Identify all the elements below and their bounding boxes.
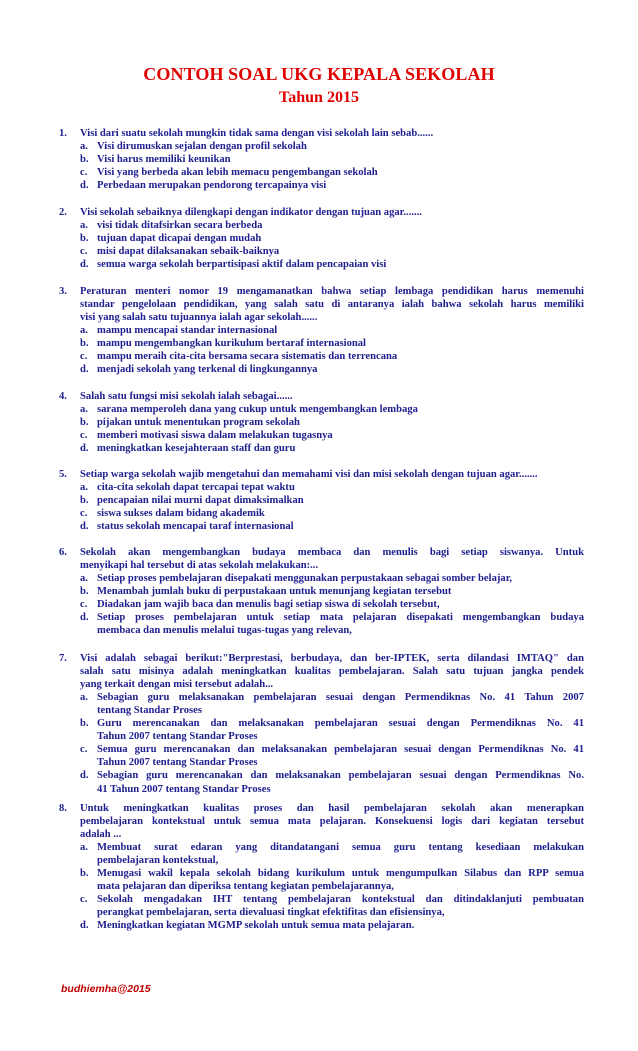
option-letter: b.	[80, 417, 89, 429]
option-text: pembelajaran kontekstual,	[97, 855, 219, 867]
question-stem-line: adalah ...	[80, 829, 122, 841]
option-letter: b.	[80, 233, 89, 245]
answer-option	[80, 756, 584, 770]
option-letter: d.	[80, 920, 89, 932]
document-title: CONTOH SOAL UKG KEPALA SEKOLAH	[143, 64, 495, 84]
question-number: 3.	[59, 286, 67, 297]
option-letter: a.	[80, 692, 88, 704]
option-letter: b.	[80, 718, 89, 730]
option-letter: d.	[80, 180, 89, 192]
option-text: Sebagian guru merencanakan dan melaksanakan pembelajaran sesuai dengan Permendiknas No.	[97, 770, 584, 782]
option-letter: b.	[80, 868, 89, 880]
answer-option	[80, 442, 584, 456]
answer-option	[80, 919, 584, 933]
option-letter: d.	[80, 612, 89, 624]
option-letter: d.	[80, 364, 89, 376]
question-stem-line: menyikapi hal tersebut di atas sekolah melakukan:...	[80, 560, 319, 572]
option-text: Visi yang berbeda akan lebih memacu pengembangan sekolah	[97, 167, 378, 179]
answer-option	[80, 867, 584, 881]
question-stem-line: Sekolah akan mengembangkan budaya membaca dan menulis bagi setiap siswanya. Untuk	[80, 547, 584, 558]
answer-option	[80, 140, 584, 154]
question-number: 7.	[59, 653, 67, 664]
question-stem-line: salah satu misinya adalah meningkatkan kualitas pembelajaran. Salah satu tujuan jangka pendek	[80, 666, 584, 678]
question-number: 2.	[59, 207, 67, 218]
option-letter: b.	[80, 338, 89, 350]
option-letter: a.	[80, 842, 88, 854]
answer-option	[80, 585, 584, 599]
answer-option	[80, 520, 584, 534]
option-letter: a.	[80, 482, 88, 494]
option-letter: c.	[80, 351, 88, 363]
option-letter: d.	[80, 521, 89, 533]
question-number: 6.	[59, 547, 67, 558]
option-letter: a.	[80, 404, 88, 416]
question-number: 1.	[59, 128, 67, 139]
option-letter: a.	[80, 220, 88, 232]
answer-option	[80, 906, 584, 920]
option-letter: b.	[80, 495, 89, 507]
option-letter: c.	[80, 167, 88, 179]
answer-option	[80, 783, 584, 797]
answer-option	[80, 598, 584, 612]
option-text: Diadakan jam wajib baca dan menulis bagi setiap siswa di sekolah tersebut,	[97, 599, 440, 611]
answer-option	[80, 481, 584, 495]
option-text: mampu meraih cita-cita bersama secara sistematis dan terrencana	[97, 351, 398, 363]
question-stem-line: yang terkait dengan misi tersebut adalah...	[80, 679, 274, 691]
option-letter: c.	[80, 246, 88, 258]
question-number: 5.	[59, 469, 67, 480]
option-letter: b.	[80, 154, 89, 166]
option-text: mata pelajaran dan diperiksa tentang kegiatan pembelajarannya,	[97, 881, 394, 893]
answer-option	[80, 350, 584, 364]
question-stem-line: Setiap warga sekolah wajib mengetahui dan memahami visi dan misi sekolah dengan tujuan agar.......	[80, 469, 538, 480]
answer-option	[80, 219, 584, 233]
option-text: pencapaian nilai murni dapat dimaksimalkan	[97, 495, 304, 507]
answer-option	[80, 153, 584, 167]
option-text: Sekolah mengadakan IHT tentang pembelajaran kontekstual dan ditindaklanjuti pembuatan	[97, 894, 584, 906]
option-text: pijakan untuk menentukan program sekolah	[97, 417, 300, 429]
answer-option	[80, 494, 584, 508]
question-stem-line: pembelajaran kontekstual untuk semua mata pelajaran. Konsekuensi logis dari kegiatan tersebut	[80, 816, 584, 828]
option-text: menjadi sekolah yang terkenal di lingkungannya	[97, 364, 318, 376]
option-text: tentang Standar Proses	[97, 705, 202, 717]
question-stem-line: Peraturan menteri nomor 19 mengamanatkan bahwa setiap lembaga pendidikan harus memenuhi	[80, 286, 584, 297]
answer-option	[80, 572, 584, 586]
option-text: Perbedaan merupakan pendorong tercapainya visi	[97, 180, 327, 192]
option-text: Visi harus memiliki keunikan	[97, 154, 231, 166]
question-stem-line: visi yang salah satu tujuannya ialah agar sekolah......	[80, 312, 318, 324]
option-text: Guru merencanakan dan melaksanakan pembelajaran sesuai dengan Permendiknas No. 41	[97, 718, 584, 730]
option-text: meningkatkan kesejahteraan staff dan guru	[97, 443, 296, 455]
option-text: Sebagian guru melaksanakan pembelajaran sesuai dengan Permendiknas No. 41 Tahun 2007	[97, 692, 584, 704]
answer-option	[80, 179, 584, 193]
answer-option	[80, 403, 584, 417]
option-letter: a.	[80, 141, 88, 153]
answer-option	[80, 363, 584, 377]
option-text: Setiap proses pembelajaran untuk setiap mata pelajaran disepakati mengembangkan budaya	[97, 612, 584, 624]
option-text: tujuan dapat dicapai dengan mudah	[97, 233, 262, 245]
option-text: misi dapat dilaksanakan sebaik-baiknya	[97, 246, 280, 258]
option-text: mampu mencapai standar internasional	[97, 325, 278, 337]
answer-option	[80, 854, 584, 868]
option-letter: a.	[80, 573, 88, 585]
question-stem-line: standar pengelolaan pendidikan, yang salah satu di antaranya ialah bahwa sekolah harus memiliki	[80, 299, 584, 311]
option-text: visi tidak ditafsirkan secara berbeda	[97, 220, 263, 232]
option-letter: c.	[80, 508, 88, 520]
option-letter: d.	[80, 259, 89, 271]
answer-option	[80, 611, 584, 625]
footer-author: budhiemha@2015	[61, 983, 151, 995]
option-letter: c.	[80, 430, 88, 442]
option-text: Menambah jumlah buku di perpustakaan untuk menunjang kegiatan tersebut	[97, 586, 452, 598]
answer-option	[80, 624, 584, 638]
option-text: Setiap proses pembelajaran disepakati menggunakan perpustakaan sebagai somber belajar,	[97, 573, 513, 585]
option-text: cita-cita sekolah dapat tercapai tepat waktu	[97, 482, 295, 494]
answer-option	[80, 416, 584, 430]
option-text: mampu mengembangkan kurikulum bertaraf internasional	[97, 338, 366, 350]
option-text: Tahun 2007 tentang Standar Proses	[97, 757, 258, 769]
answer-option	[80, 337, 584, 351]
option-text: Visi dirumuskan sejalan dengan profil sekolah	[97, 141, 307, 153]
answer-option	[80, 258, 584, 272]
answer-option	[80, 880, 584, 894]
option-text: status sekolah mencapai taraf internasional	[97, 521, 294, 533]
answer-option	[80, 232, 584, 246]
option-text: perangkat pembelajaran, serta dievaluasi tingkat efektifitas dan efisiensinya,	[97, 907, 445, 919]
option-text: sarana memperoleh dana yang cukup untuk mengembangkan lembaga	[97, 404, 418, 416]
answer-option	[80, 769, 584, 783]
answer-option	[80, 166, 584, 180]
option-letter: d.	[80, 770, 89, 782]
option-text: memberi motivasi siswa dalam melakukan tugasnya	[97, 430, 333, 442]
question-stem-line: Salah satu fungsi misi sekolah ialah sebagai......	[80, 391, 293, 402]
option-text: membaca dan menulis melalui tugas-tugas yang relevan,	[97, 625, 352, 637]
option-text: Meningkatkan kegiatan MGMP sekolah untuk semua mata pelajaran.	[97, 920, 415, 932]
answer-option	[80, 743, 584, 757]
document-subtitle: Tahun 2015	[279, 89, 359, 106]
answer-option	[80, 691, 584, 705]
question-number: 8.	[59, 803, 67, 814]
option-letter: d.	[80, 443, 89, 455]
option-text: siswa sukses dalam bidang akademik	[97, 508, 265, 520]
answer-option	[80, 324, 584, 338]
option-text: Semua guru merencanakan dan melaksanakan pembelajaran sesuai dengan Permendiknas No. 41	[97, 744, 584, 756]
option-text: 41 Tahun 2007 tentang Standar Proses	[97, 783, 271, 795]
option-letter: b.	[80, 586, 89, 598]
question-number: 4.	[59, 391, 67, 402]
option-text: semua warga sekolah berpartisipasi aktif dalam pencapaian visi	[97, 259, 387, 271]
question-stem-line: Visi adalah sebagai berikut:"Berprestasi, berbudaya, dan ber-IPTEK, serta dilandasi IMTAQ" dan	[80, 653, 584, 664]
option-text: Menugasi wakil kepala sekolah bidang kurikulum untuk mengumpulkan Silabus dan RPP semua	[97, 868, 584, 880]
question-stem-line: Visi sekolah sebaiknya dilengkapi dengan indikator dengan tujuan agar.......	[80, 207, 422, 218]
option-text: Membuat surat edaran yang ditandatangani semua guru tentang kesediaan melakukan	[97, 842, 584, 854]
question-stem-line: Visi dari suatu sekolah mungkin tidak sama dengan visi sekolah lain sebab......	[80, 128, 434, 139]
answer-option	[80, 507, 584, 521]
option-letter: c.	[80, 599, 88, 611]
answer-option	[80, 717, 584, 731]
option-letter: c.	[80, 894, 88, 906]
option-letter: c.	[80, 744, 88, 756]
option-letter: a.	[80, 325, 88, 337]
answer-option	[80, 893, 584, 907]
answer-option	[80, 429, 584, 443]
answer-option	[80, 730, 584, 744]
option-text: Tahun 2007 tentang Standar Proses	[97, 731, 258, 743]
answer-option	[80, 245, 584, 259]
answer-option	[80, 841, 584, 855]
answer-option	[80, 704, 584, 718]
question-stem-line: Untuk meningkatkan kualitas proses dan hasil pembelajaran sekolah akan menerapkan	[80, 803, 584, 814]
